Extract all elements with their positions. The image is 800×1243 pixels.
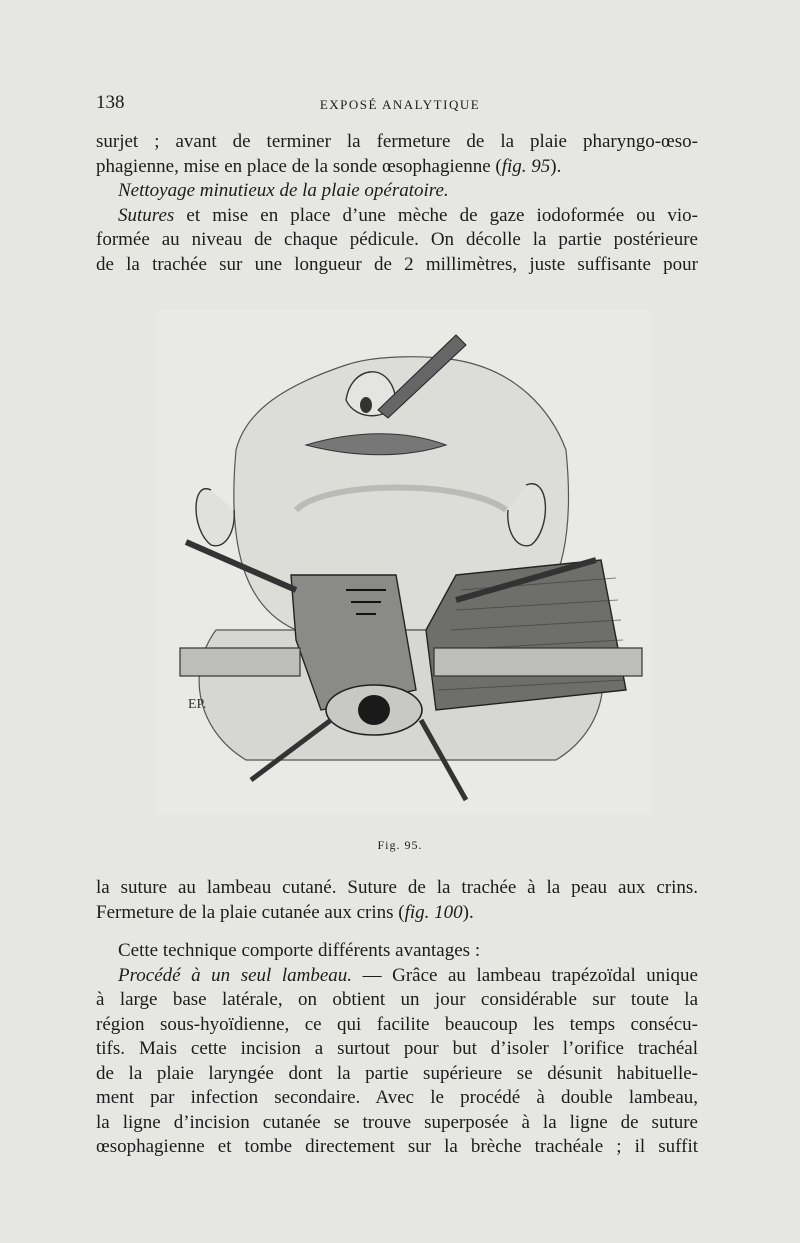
text-line: la ligne d’incision cutanée se trouve superposée à la ligne de suture: [96, 1111, 698, 1133]
top-text-block: [96, 130, 698, 277]
text-line: Nettoyage minutieux de la plaie opératoire.: [118, 180, 449, 201]
page-number: 138: [96, 92, 125, 113]
artist-initials: EP.: [188, 697, 207, 712]
figure-caption: Fig. 95.: [377, 838, 423, 852]
text-line: tifs. Mais cette incision a surtout pour but d’isoler l’orifice trachéal: [96, 1038, 698, 1059]
text-line: Sutures et mise en place d’une mèche de gaze iodoformée ou vio-: [118, 204, 698, 226]
text-line: Cette technique comporte différents avantages :: [118, 940, 481, 961]
text-line: surjet ; avant de terminer la fermeture de la plaie pharyngo-œso-: [96, 131, 698, 152]
text-line: Fermeture de la plaie cutanée aux crins (fig. 100).: [96, 901, 474, 923]
illustration-drawing: [156, 310, 652, 814]
text-line: de la plaie laryngée dont la partie supérieure se désunit habituelle-: [96, 1062, 698, 1084]
text-line: œsophagienne et tombe directement sur la brèche trachéale ; il suffit: [96, 1136, 698, 1157]
text-line: région sous-hyoïdienne, ce qui facilite beaucoup les temps consécu-: [96, 1013, 698, 1035]
text-line: à large base latérale, on obtient un jour considérable sur toute la: [96, 989, 698, 1010]
running-title: EXPOSÉ ANALYTIQUE: [319, 97, 481, 112]
text-line: la suture au lambeau cutané. Suture de la trachée à la peau aux crins.: [96, 877, 698, 898]
surgical-illustration: [156, 310, 652, 814]
figure-reference: fig. 100: [404, 901, 463, 923]
text-line: de la trachée sur une longueur de 2 millimètres, juste suffisante pour: [96, 253, 698, 275]
text-line: Procédé à un seul lambeau. — Grâce au lambeau trapézoïdal unique: [118, 964, 698, 986]
text-line: phagienne, mise en place de la sonde œsophagienne (fig. 95).: [96, 155, 562, 177]
figure-reference: fig. 95: [501, 155, 551, 177]
text-line: ment par infection secondaire. Avec le procédé à double lambeau,: [96, 1087, 698, 1108]
text-line: formée au niveau de chaque pédicule. On décolle la partie postérieure: [96, 229, 698, 250]
bottom-text-block: [96, 876, 698, 1160]
